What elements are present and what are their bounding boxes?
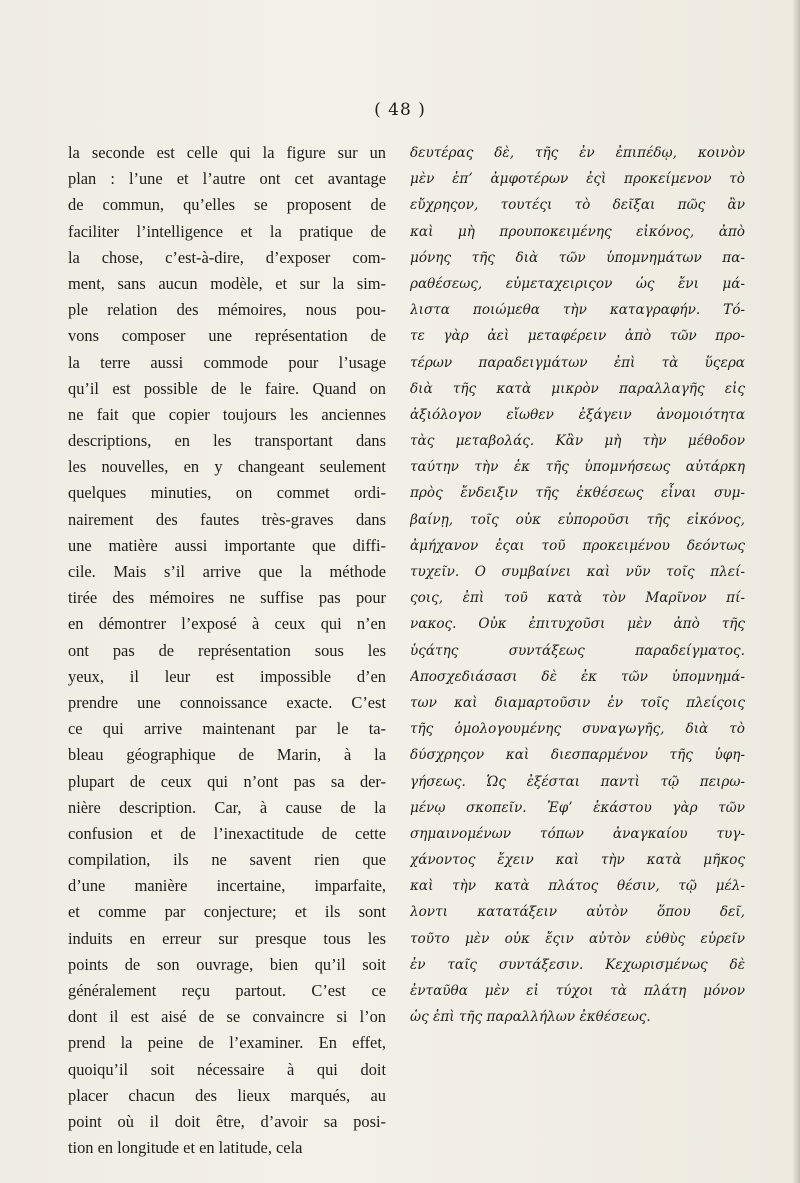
french-text-line: d’une manière incertaine, imparfaite,	[68, 876, 386, 896]
greek-text-line: καὶ τὴν κατὰ πλάτος θέσιν, τῷ μέλ-	[410, 878, 745, 895]
french-text-line: bleau géographique de Marin, à la	[68, 745, 386, 765]
greek-text-line: τέρων παραδειγμάτων ἐπὶ τὰ ὕςερα	[410, 354, 745, 371]
greek-text-line: ραθέσεως, εὐμεταχειριςον ὡς ἔνι μά-	[410, 275, 745, 292]
french-text-line: qu’il est possible de le faire. Quand on	[68, 378, 386, 398]
greek-text-column	[410, 140, 745, 1030]
french-text-line: tirée des mémoires ne suffise pas pour	[68, 588, 386, 608]
french-text-line: nairement des fautes très-graves dans	[68, 509, 386, 529]
greek-text-line: τὰς μεταβολάς. Κἂν μὴ τὴν μέθοδον	[410, 433, 745, 450]
french-text-line: confusion et de l’inexactitude de cette	[68, 823, 386, 843]
french-text-line: faciliter l’intelligence et la pratique de	[68, 221, 386, 241]
french-text-line: la seconde est celle qui la figure sur un	[68, 143, 386, 162]
french-text-line: nière description. Car, à cause de la	[68, 797, 386, 817]
greek-text-line: διὰ τῆς κατὰ μικρὸν παραλλαγῆς εἰς	[410, 380, 745, 397]
french-text-line: une matière aussi importante que diffi-	[68, 535, 386, 555]
greek-text-line: δύσχρηςον καὶ διεσπαρμένον τῆς ὑφη-	[410, 747, 745, 764]
greek-text-line: νακος. Οὐκ ἐπιτυχοῦσι μὲν ἀπὸ τῆς	[410, 616, 745, 633]
french-text-line: yeux, il leur est impossible d’en	[68, 666, 386, 686]
french-text-line: ple relation des mémoires, nous pou-	[68, 300, 386, 320]
french-text-line: ce qui arrive maintenant par le ta-	[68, 719, 386, 739]
french-text-line: compilation, ils ne savent rien que	[68, 850, 386, 870]
greek-text-line: γήσεως. Ὡς ἐξέσται παντὶ τῷ πειρω-	[410, 773, 745, 790]
greek-text-line: ὑςάτης συντάξεως παραδείγματος.	[410, 642, 745, 659]
greek-text-line: τυχεῖν. Ο συμβαίνει καὶ νῦν τοῖς πλεί-	[410, 564, 745, 580]
greek-text-line: ὡς ἐπὶ τῆς παραλλήλων ἐκθέσεως.	[410, 1009, 651, 1026]
greek-text-line: εὔχρηςον, τουτέςι τὸ δεῖξαι πῶς ἂν	[410, 197, 745, 214]
french-text-line: ment, sans aucun modèle, et sur la sim-	[68, 273, 386, 293]
french-text-line: plupart de ceux qui n’ont pas sa der-	[68, 771, 386, 791]
french-text-line: prend la peine de l’examiner. En effet,	[68, 1033, 386, 1053]
greek-text-line: βαίνῃ, τοῖς οὐκ εὐποροῦσι τῆς εἰκόνος,	[410, 511, 745, 528]
french-text-line: ne fait que copier toujours les anciennes	[68, 404, 386, 424]
greek-text-line: Αποσχεδιάσασι δὲ ἐκ τῶν ὑπομνημά-	[410, 668, 745, 685]
french-text-line: et comme par conjecture; et ils sont	[68, 902, 386, 922]
french-text-line: induits en erreur sur presque tous les	[68, 928, 386, 948]
greek-text-line: μένῳ σκοπεῖν. Ἐφ’ ἑκάστου γὰρ τῶν	[410, 799, 745, 816]
french-text-line: généralement reçu partout. C’est ce	[68, 981, 386, 1000]
greek-text-line: καὶ μὴ προυποκειμένης εἰκόνος, ἀπὸ	[410, 223, 745, 240]
french-text-line: placer chacun des lieux marqués, au	[68, 1085, 386, 1105]
french-text-line: points de son ouvrage, bien qu’il soit	[68, 954, 386, 974]
greek-text-line: τῆς ὁμολογουμένης συναγωγῆς, διὰ τὸ	[410, 721, 745, 738]
french-text-line: descriptions, en les transportant dans	[68, 431, 386, 451]
french-text-line: les nouvelles, en y changeant seulement	[68, 457, 386, 477]
greek-text-line: ςοις, ἐπὶ τοῦ κατὰ τὸν Μαρῖνον πί-	[410, 590, 745, 607]
french-text-line: quoiqu’il soit nécessaire à qui doit	[68, 1059, 386, 1079]
french-text-line: quelques minuties, on commet ordi-	[68, 483, 386, 503]
greek-text-line: σημαινομένων τόπων ἀναγκαίου τυγ-	[410, 825, 745, 842]
greek-text-line: ἀμήχανον ἐςαι τοῦ προκειμένου δεόντως	[410, 537, 745, 554]
greek-text-line: δευτέρας δὲ, τῆς ἐν ἐπιπέδῳ, κοινὸν	[410, 145, 745, 161]
french-text-line: vons composer une représentation de	[68, 326, 386, 346]
greek-text-line: ἀξιόλογον εἴωθεν ἐξάγειν ἀνομοιότητα	[410, 406, 745, 423]
french-text-line: dont il est aisé de se convaincre si l’on	[68, 1007, 386, 1027]
greek-text-line: μόνης τῆς διὰ τῶν ὑπομνημάτων πα-	[410, 249, 745, 266]
french-text-line: point où il doit être, d’avoir sa posi-	[68, 1111, 386, 1131]
greek-text-line: τε γὰρ ἀεὶ μεταφέρειν ἀπὸ τῶν προ-	[410, 328, 745, 345]
french-text-line: en démontrer l’exposé à ceux qui n’en	[68, 614, 386, 634]
greek-text-line: πρὸς ἔνδειξιν τῆς ἐκθέσεως εἶναι συμ-	[410, 485, 745, 502]
french-text-line: ont pas de représentation sous les	[68, 640, 386, 660]
french-text-line: la chose, c’est-à-dire, d’exposer com-	[68, 247, 386, 267]
page-edge-shadow	[792, 0, 800, 1183]
french-text-line: de commun, qu’elles se proposent de	[68, 195, 386, 215]
greek-text-line: ἐνταῦθα μὲν εἰ τύχοι τὰ πλάτη μόνον	[410, 983, 745, 999]
greek-text-line: ἐν ταῖς συντάξεσιν. Κεχωρισμένως δὲ	[410, 956, 745, 973]
greek-text-line: των καὶ διαμαρτοῦσιν ἐν τοῖς πλείςοις	[410, 694, 745, 711]
french-text-line: tion en longitude et en latitude, cela	[68, 1138, 303, 1158]
french-text-line: cile. Mais s’il arrive que la méthode	[68, 562, 386, 581]
greek-text-line: λιστα ποιώμεθα τὴν καταγραφήν. Τό-	[410, 302, 745, 319]
greek-text-line: ταύτην τὴν ἐκ τῆς ὑπομνήσεως αὐτάρκη	[410, 459, 745, 476]
french-text-line: plan : l’une et l’autre ont cet avantage	[68, 169, 386, 189]
greek-text-line: μὲν ἐπ’ ἀμφοτέρων ἐςὶ προκείμενον τὸ	[410, 171, 745, 188]
french-text-column	[68, 140, 386, 1161]
greek-text-line: χάνοντος ἔχειν καὶ τὴν κατὰ μῆκος	[410, 852, 745, 869]
greek-text-line: λοντι κατατάξειν αὐτὸν ὅπου δεῖ,	[410, 904, 745, 921]
french-text-line: la terre aussi commode pour l’usage	[68, 352, 386, 372]
french-text-line: prendre une connoissance exacte. C’est	[68, 692, 386, 712]
greek-text-line: τοῦτο μὲν οὐκ ἔςιν αὐτὸν εὐθὺς εὑρεῖν	[410, 930, 745, 947]
page-number: ( 48 )	[374, 100, 426, 120]
